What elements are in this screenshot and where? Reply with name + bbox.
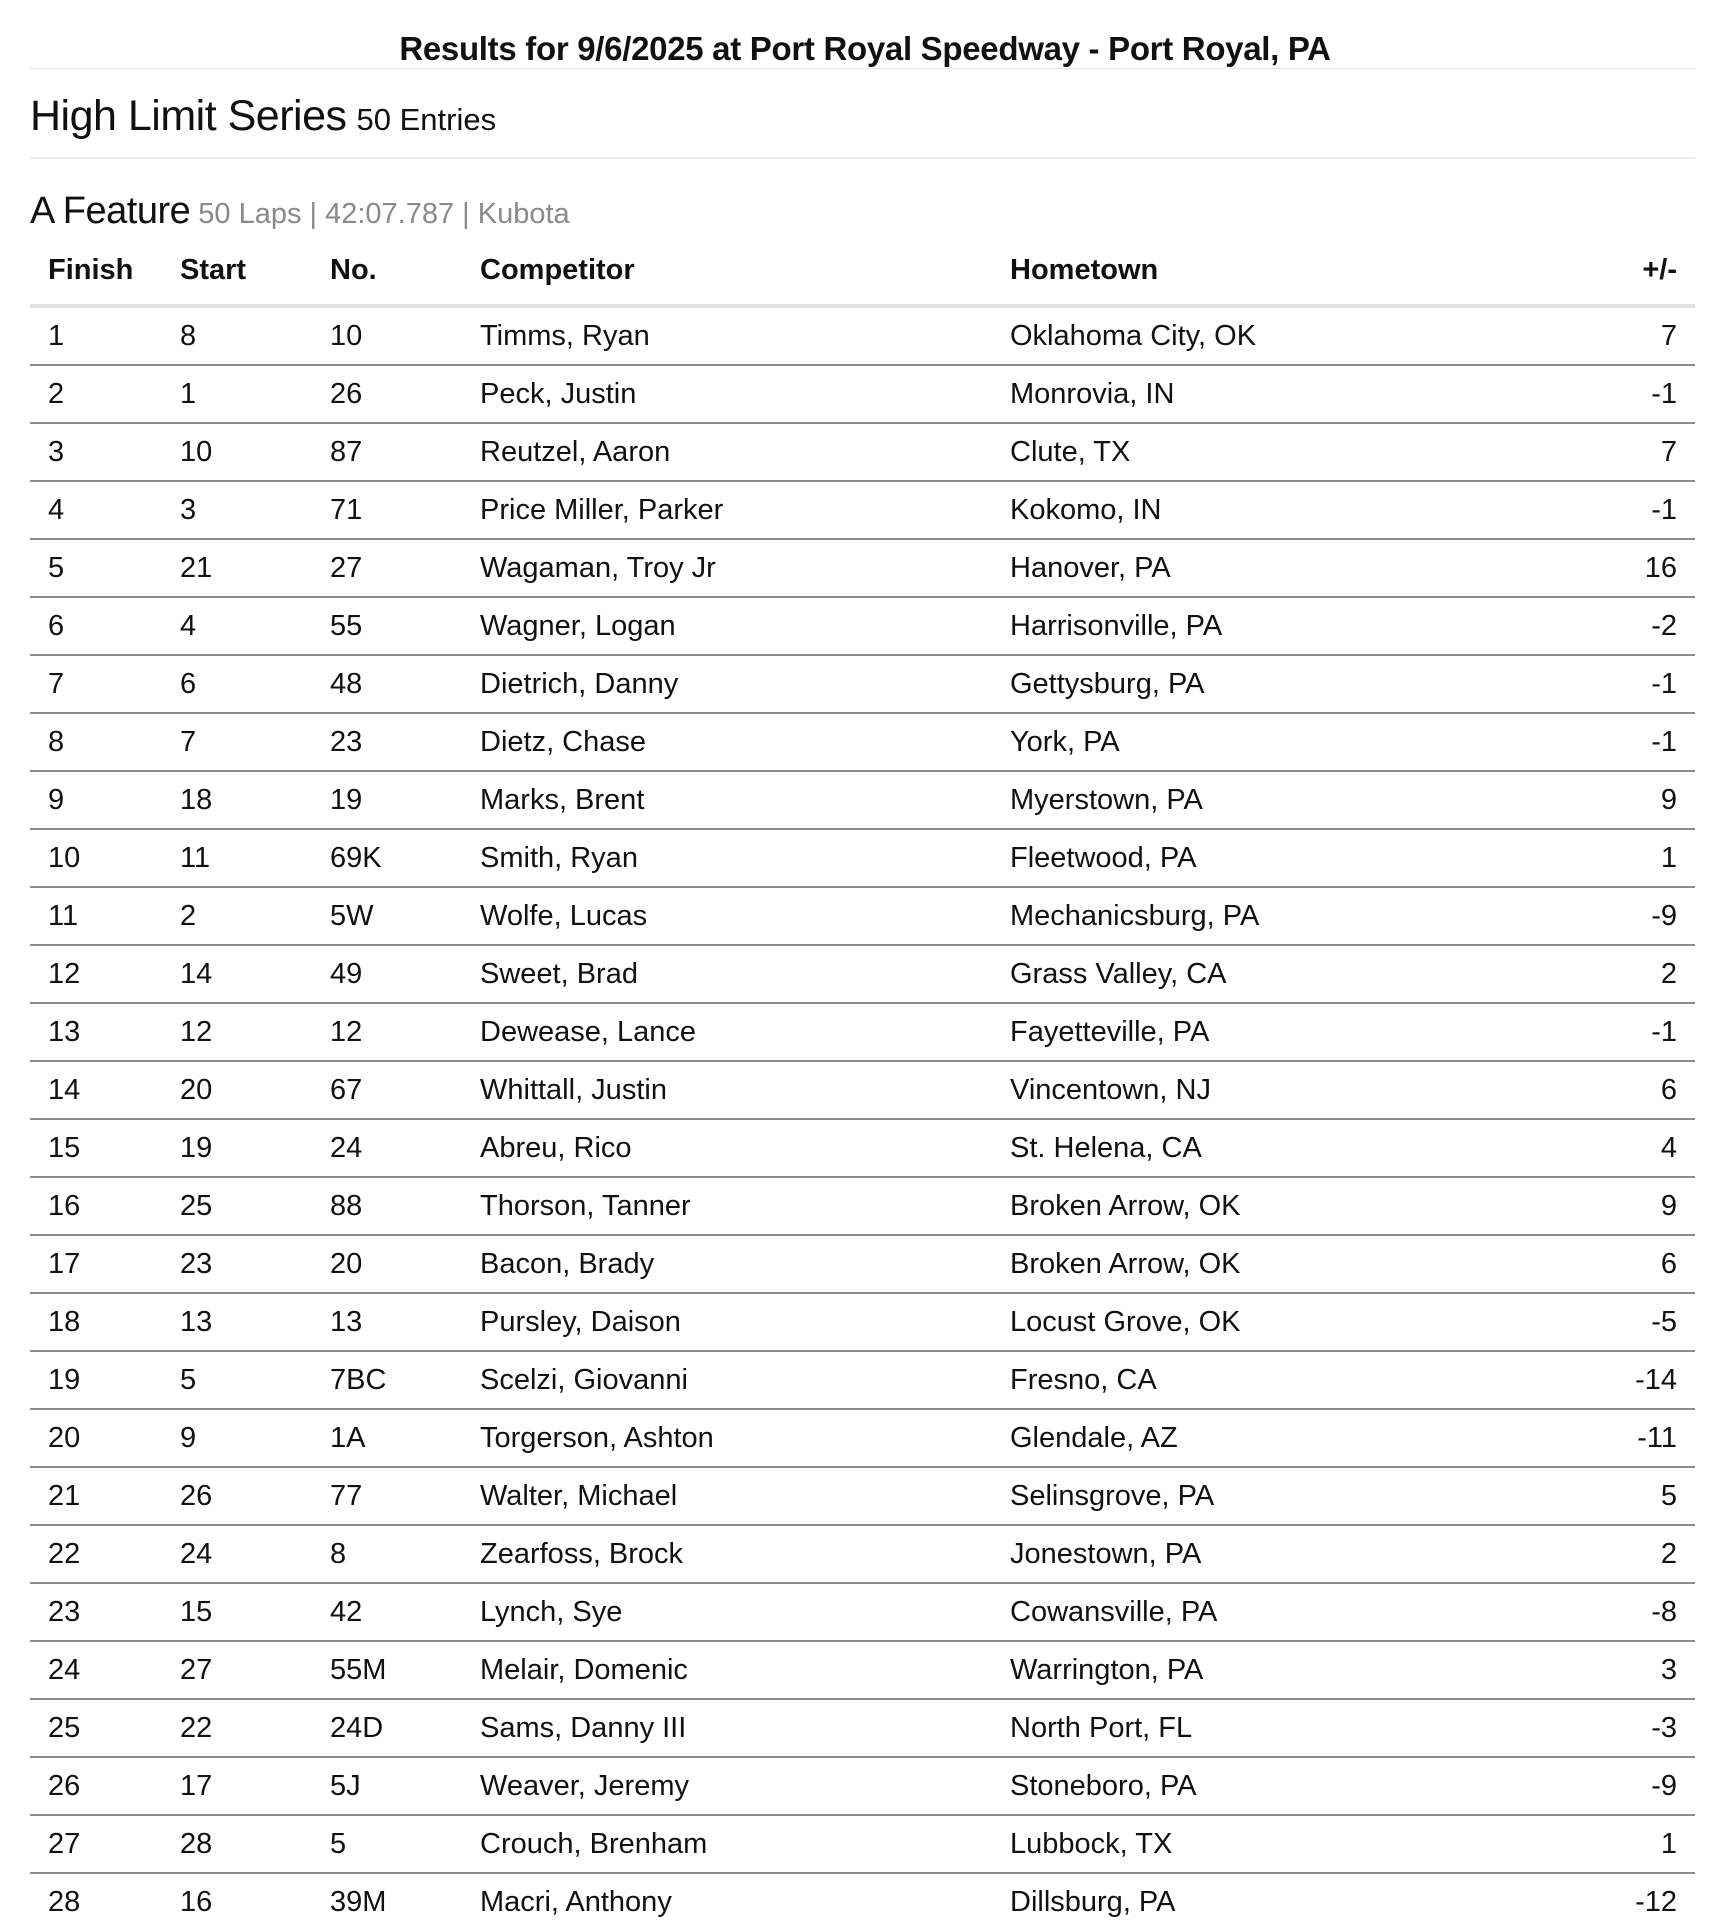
cell-car-number: 42 [330, 1583, 480, 1641]
cell-competitor: Timms, Ryan [480, 306, 1010, 365]
cell-car-number: 5W [330, 887, 480, 945]
cell-start: 24 [180, 1525, 330, 1583]
cell-hometown: Mechanicsburg, PA [1010, 887, 1510, 945]
table-row [30, 1351, 1695, 1409]
table-row [30, 1815, 1695, 1873]
cell-start: 5 [180, 1351, 330, 1409]
cell-competitor: Sweet, Brad [480, 945, 1010, 1003]
cell-finish: 3 [30, 423, 180, 481]
cell-finish: 20 [30, 1409, 180, 1467]
cell-hometown: Fayetteville, PA [1010, 1003, 1510, 1061]
cell-start: 4 [180, 597, 330, 655]
cell-car-number: 67 [330, 1061, 480, 1119]
cell-car-number: 49 [330, 945, 480, 1003]
results-table [30, 248, 1695, 1930]
title-divider [30, 68, 1695, 69]
table-row [30, 1409, 1695, 1467]
results-body [30, 306, 1695, 1930]
cell-start: 25 [180, 1177, 330, 1235]
table-row [30, 1583, 1695, 1641]
cell-car-number: 19 [330, 771, 480, 829]
cell-finish: 5 [30, 539, 180, 597]
cell-competitor: Crouch, Brenham [480, 1815, 1010, 1873]
cell-start: 15 [180, 1583, 330, 1641]
cell-car-number: 7BC [330, 1351, 480, 1409]
cell-hometown: Harrisonville, PA [1010, 597, 1510, 655]
cell-start: 22 [180, 1699, 330, 1757]
cell-car-number: 5J [330, 1757, 480, 1815]
table-row [30, 1641, 1695, 1699]
cell-start: 11 [180, 829, 330, 887]
cell-plus-minus: 4 [1510, 1119, 1695, 1177]
cell-start: 27 [180, 1641, 330, 1699]
cell-competitor: Torgerson, Ashton [480, 1409, 1010, 1467]
cell-start: 12 [180, 1003, 330, 1061]
cell-hometown: Myerstown, PA [1010, 771, 1510, 829]
cell-start: 2 [180, 887, 330, 945]
cell-competitor: Pursley, Daison [480, 1293, 1010, 1351]
table-row [30, 1757, 1695, 1815]
cell-plus-minus: 2 [1510, 1525, 1695, 1583]
table-row [30, 597, 1695, 655]
cell-finish: 13 [30, 1003, 180, 1061]
cell-competitor: Peck, Justin [480, 365, 1010, 423]
feature-meta: 50 Laps | 42:07.787 | Kubota [198, 198, 570, 230]
cell-plus-minus: 16 [1510, 539, 1695, 597]
cell-finish: 19 [30, 1351, 180, 1409]
cell-competitor: Wagner, Logan [480, 597, 1010, 655]
cell-plus-minus: -11 [1510, 1409, 1695, 1467]
cell-car-number: 71 [330, 481, 480, 539]
cell-car-number: 24D [330, 1699, 480, 1757]
table-row [30, 1177, 1695, 1235]
cell-hometown: Vincentown, NJ [1010, 1061, 1510, 1119]
cell-car-number: 10 [330, 306, 480, 365]
table-row [30, 887, 1695, 945]
cell-plus-minus: -12 [1635, 1885, 1677, 1918]
cell-finish: 11 [30, 887, 180, 945]
table-row [30, 945, 1695, 1003]
table-row [30, 1293, 1695, 1351]
cell-hometown: York, PA [1010, 713, 1510, 771]
cell-finish: 16 [30, 1177, 180, 1235]
cell-competitor: Dewease, Lance [480, 1003, 1010, 1061]
table-row [30, 481, 1695, 539]
cell-competitor: Zearfoss, Brock [480, 1525, 1010, 1583]
cell-start: 1 [180, 365, 330, 423]
cell-start: 3 [180, 481, 330, 539]
page-title: Results for 9/6/2025 at Port Royal Speedway - Port Royal, PA [399, 30, 1331, 67]
cell-hometown: Fresno, CA [1010, 1351, 1510, 1409]
cell-competitor: Reutzel, Aaron [480, 423, 1010, 481]
cell-finish: 18 [30, 1293, 180, 1351]
cell-car-number: 12 [330, 1003, 480, 1061]
cell-plus-minus: 1 [1510, 1815, 1695, 1873]
cell-plus-minus: 6 [1510, 1235, 1695, 1293]
cell-plus-minus: -1 [1510, 365, 1695, 423]
cell-plus-minus: 1 [1510, 829, 1695, 887]
table-row [30, 1003, 1695, 1061]
cell-car-number: 87 [330, 423, 480, 481]
cell-plus-minus: -8 [1510, 1583, 1695, 1641]
cell-start: 8 [180, 306, 330, 365]
cell-hometown: Oklahoma City, OK [1010, 306, 1510, 365]
cell-competitor: Wagaman, Troy Jr [480, 539, 1010, 597]
cell-hometown: Kokomo, IN [1010, 481, 1510, 539]
cell-finish: 28 [48, 1885, 81, 1918]
cell-car-number: 88 [330, 1177, 480, 1235]
cell-car-number: 23 [330, 713, 480, 771]
cell-hometown: Jonestown, PA [1010, 1525, 1510, 1583]
cell-competitor: Marks, Brent [480, 771, 1010, 829]
cell-hometown: Broken Arrow, OK [1010, 1235, 1510, 1293]
cell-car-number: 26 [330, 365, 480, 423]
cell-plus-minus: 6 [1510, 1061, 1695, 1119]
cell-start: 6 [180, 655, 330, 713]
cell-competitor: Macri, Anthony [480, 1885, 672, 1918]
cell-finish: 25 [30, 1699, 180, 1757]
cell-plus-minus: -14 [1510, 1351, 1695, 1409]
table-row [30, 306, 1695, 365]
cell-competitor: Weaver, Jeremy [480, 1757, 1010, 1815]
series-divider [30, 157, 1695, 159]
table-row [30, 1525, 1695, 1583]
cell-car-number: 48 [330, 655, 480, 713]
cell-start: 7 [180, 713, 330, 771]
cell-competitor: Dietz, Chase [480, 713, 1010, 771]
cell-hometown: Lubbock, TX [1010, 1815, 1510, 1873]
feature-name: A Feature [30, 190, 191, 232]
table-row [30, 1699, 1695, 1757]
cell-start: 13 [180, 1293, 330, 1351]
cell-plus-minus: 9 [1510, 1177, 1695, 1235]
table-row [30, 713, 1695, 771]
cell-plus-minus: 9 [1510, 771, 1695, 829]
cell-start: 28 [180, 1815, 330, 1873]
table-row [30, 1235, 1695, 1293]
cell-finish: 26 [30, 1757, 180, 1815]
table-row [30, 1873, 1695, 1930]
cell-hometown: Monrovia, IN [1010, 365, 1510, 423]
cell-finish: 8 [30, 713, 180, 771]
cell-competitor: Abreu, Rico [480, 1119, 1010, 1177]
cell-competitor: Dietrich, Danny [480, 655, 1010, 713]
table-row [30, 1467, 1695, 1525]
cell-plus-minus: 3 [1510, 1641, 1695, 1699]
cell-competitor: Bacon, Brady [480, 1235, 1010, 1293]
cell-competitor: Sams, Danny III [480, 1699, 1010, 1757]
table-header-row [30, 248, 1695, 306]
cell-hometown: Warrington, PA [1010, 1641, 1510, 1699]
cell-competitor: Walter, Michael [480, 1467, 1010, 1525]
cell-competitor: Scelzi, Giovanni [480, 1351, 1010, 1409]
cell-competitor: Wolfe, Lucas [480, 887, 1010, 945]
cell-finish: 24 [30, 1641, 180, 1699]
cell-car-number: 77 [330, 1467, 480, 1525]
cell-car-number: 13 [330, 1293, 480, 1351]
cell-car-number: 5 [330, 1815, 480, 1873]
table-row [30, 1119, 1695, 1177]
table-row [30, 423, 1695, 481]
cell-finish: 1 [30, 306, 180, 365]
feature-heading [30, 190, 570, 233]
cell-plus-minus: 2 [1510, 945, 1695, 1003]
cell-start: 16 [180, 1885, 213, 1918]
cell-competitor: Price Miller, Parker [480, 481, 1010, 539]
cell-finish: 4 [30, 481, 180, 539]
cell-start: 9 [180, 1409, 330, 1467]
cell-plus-minus: -1 [1510, 655, 1695, 713]
cell-hometown: Dillsburg, PA [1010, 1885, 1176, 1918]
cell-finish: 12 [30, 945, 180, 1003]
cell-finish: 2 [30, 365, 180, 423]
table-row [30, 655, 1695, 713]
cell-hometown: St. Helena, CA [1010, 1119, 1510, 1177]
cell-plus-minus: -1 [1510, 713, 1695, 771]
cell-hometown: Fleetwood, PA [1010, 829, 1510, 887]
cell-hometown: Glendale, AZ [1010, 1409, 1510, 1467]
cell-plus-minus: 7 [1510, 306, 1695, 365]
cell-car-number: 39M [330, 1885, 387, 1918]
cell-competitor: Thorson, Tanner [480, 1177, 1010, 1235]
cell-plus-minus: -5 [1510, 1293, 1695, 1351]
cell-hometown: Cowansville, PA [1010, 1583, 1510, 1641]
cell-car-number: 1A [330, 1409, 480, 1467]
cell-start: 19 [180, 1119, 330, 1177]
cell-hometown: Clute, TX [1010, 423, 1510, 481]
cell-hometown: Selinsgrove, PA [1010, 1467, 1510, 1525]
cell-finish: 7 [30, 655, 180, 713]
series-heading [30, 92, 496, 141]
cell-competitor: Melair, Domenic [480, 1641, 1010, 1699]
cell-start: 20 [180, 1061, 330, 1119]
cell-finish: 15 [30, 1119, 180, 1177]
cell-finish: 17 [30, 1235, 180, 1293]
cell-start: 18 [180, 771, 330, 829]
cell-start: 14 [180, 945, 330, 1003]
header-competitor: Competitor [480, 248, 1010, 306]
cell-finish: 9 [30, 771, 180, 829]
cell-hometown: Gettysburg, PA [1010, 655, 1510, 713]
cell-hometown: Hanover, PA [1010, 539, 1510, 597]
table-row [30, 771, 1695, 829]
cell-hometown: Stoneboro, PA [1010, 1757, 1510, 1815]
cell-competitor: Lynch, Sye [480, 1583, 1010, 1641]
cell-plus-minus: -3 [1510, 1699, 1695, 1757]
table-row [30, 829, 1695, 887]
series-entries: 50 Entries [356, 102, 497, 137]
cell-finish: 10 [30, 829, 180, 887]
table-row [30, 1061, 1695, 1119]
cell-plus-minus: -9 [1510, 887, 1695, 945]
cell-finish: 27 [30, 1815, 180, 1873]
cell-start: 17 [180, 1757, 330, 1815]
table-row [30, 539, 1695, 597]
cell-hometown: North Port, FL [1010, 1699, 1510, 1757]
cell-finish: 6 [30, 597, 180, 655]
cell-plus-minus: -2 [1510, 597, 1695, 655]
series-name: High Limit Series [30, 92, 347, 140]
cell-car-number: 69K [330, 829, 480, 887]
cell-car-number: 20 [330, 1235, 480, 1293]
cell-hometown: Locust Grove, OK [1010, 1293, 1510, 1351]
cell-hometown: Broken Arrow, OK [1010, 1177, 1510, 1235]
cell-car-number: 55 [330, 597, 480, 655]
cell-plus-minus: -9 [1510, 1757, 1695, 1815]
cell-finish: 22 [30, 1525, 180, 1583]
cell-car-number: 27 [330, 539, 480, 597]
header-no: No. [330, 248, 480, 306]
cell-competitor: Whittall, Justin [480, 1061, 1010, 1119]
cell-start: 26 [180, 1467, 330, 1525]
header-plus-minus: +/- [1510, 248, 1695, 306]
cell-start: 23 [180, 1235, 330, 1293]
cell-finish: 14 [30, 1061, 180, 1119]
cell-plus-minus: 7 [1510, 423, 1695, 481]
cell-car-number: 24 [330, 1119, 480, 1177]
cell-finish: 23 [30, 1583, 180, 1641]
cell-start: 10 [180, 423, 330, 481]
cell-plus-minus: 5 [1510, 1467, 1695, 1525]
cell-competitor: Smith, Ryan [480, 829, 1010, 887]
table-row [30, 365, 1695, 423]
cell-start: 21 [180, 539, 330, 597]
header-start: Start [180, 248, 330, 306]
cell-finish: 21 [30, 1467, 180, 1525]
cell-plus-minus: -1 [1510, 481, 1695, 539]
cell-car-number: 55M [330, 1641, 480, 1699]
cell-car-number: 8 [330, 1525, 480, 1583]
cell-plus-minus: -1 [1510, 1003, 1695, 1061]
header-hometown: Hometown [1010, 248, 1510, 306]
cell-hometown: Grass Valley, CA [1010, 945, 1510, 1003]
header-finish: Finish [30, 248, 180, 306]
